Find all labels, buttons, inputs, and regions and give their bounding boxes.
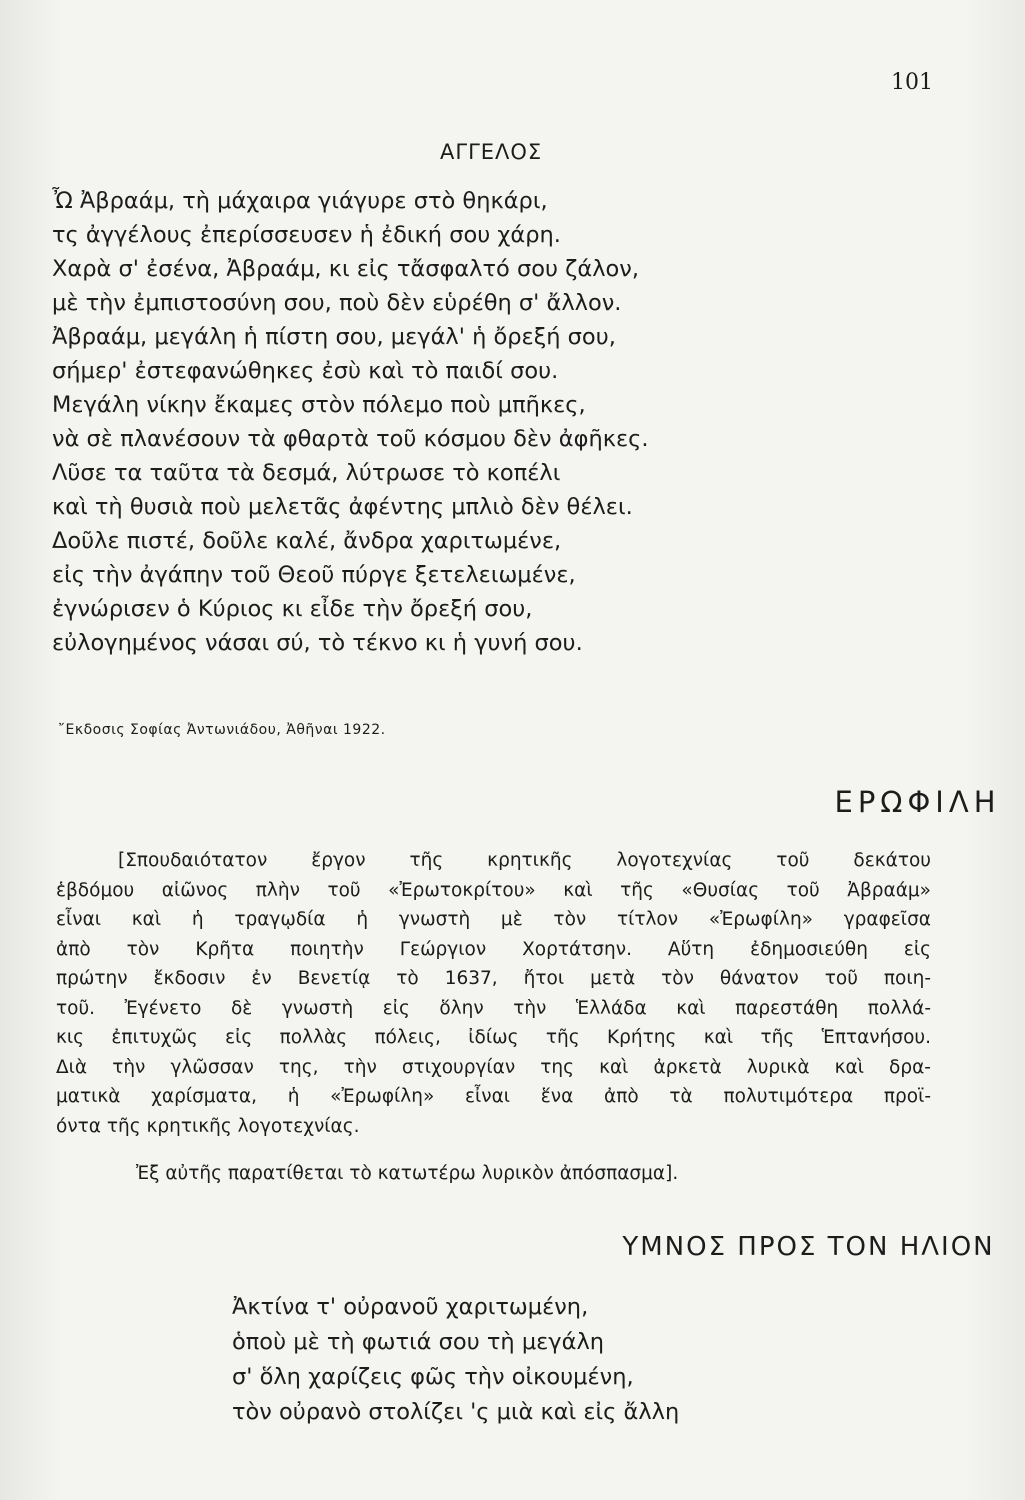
verse-line: νὰ σὲ πλανέσουν τὰ φθαρτὰ τοῦ κόσμου δὲν ἀφῆκες. bbox=[52, 426, 649, 452]
verse-line: τς ἀγγέλους ἐπερίσσευσεν ἡ ἐδική σου χάρη. bbox=[52, 222, 561, 248]
verse-line: Ὦ Ἀβραάμ, τὴ μάχαιρα γιάγυρε στὸ θηκάρι, bbox=[52, 188, 548, 214]
intro-line: [Σπουδαιότατον ἔργον τῆς κρητικῆς λογοτεχνίας τοῦ δεκάτου bbox=[118, 850, 931, 871]
page-number: 101 bbox=[891, 70, 933, 95]
hymn-line: σ' ὅλη χαρίζεις φῶς τὴν οἰκουμένη, bbox=[232, 1364, 634, 1390]
verse-line: Χαρὰ σ' ἐσένα, Ἀβραάμ, κι εἰς τἄσφαλτό σου ζάλον, bbox=[52, 256, 640, 282]
verse-line: καὶ τὴ θυσιὰ ποὺ μελετᾶς ἀφέντης μπλιὸ δὲν θέλει. bbox=[52, 494, 633, 520]
excerpt-note: Ἐξ αὐτῆς παρατίθεται τὸ κατωτέρω λυρικὸν ἀπόσπασμα]. bbox=[136, 1163, 679, 1184]
verse-line: εὐλογημένος νάσαι σύ, τὸ τέκνο κι ἡ γυνή σου. bbox=[52, 630, 583, 656]
edition-note: ῎Εκδοσις Σοφίας Ἀντωνιάδου, Ἀθῆναι 1922. bbox=[58, 722, 386, 738]
intro-line: τοῦ. Ἐγένετο δὲ γνωστὴ εἰς ὅλην τὴν Ἑλλάδα καὶ παρεστάθη πολλά- bbox=[56, 997, 931, 1019]
verse-line: Δοῦλε πιστέ, δοῦλε καλέ, ἄνδρα χαριτωμένε, bbox=[52, 528, 562, 554]
hymn-line: τὸν οὐρανὸ στολίζει 'ς μιὰ καὶ εἰς ἄλλη bbox=[232, 1399, 680, 1425]
verse-line: σήμερ' ἐστεφανώθηκες ἐσὺ καὶ τὸ παιδί σου. bbox=[52, 358, 559, 384]
intro-line: ἀπὸ τὸν Κρῆτα ποιητὴν Γεώργιον Χορτάτσην. Αὕτη ἐδημοσιεύθη εἰς bbox=[56, 938, 931, 960]
angelos-heading: ΑΓΓΕΛΟΣ bbox=[440, 140, 543, 164]
verse-line: Λῦσε τα ταῦτα τὰ δεσμά, λύτρωσε τὸ κοπέλι bbox=[52, 460, 561, 486]
verse-line: Μεγάλη νίκην ἔκαμες στὸν πόλεμο ποὺ μπῆκες, bbox=[52, 392, 586, 418]
intro-line: ματικὰ χαρίσματα, ἡ «Ἐρωφίλη» εἶναι ἕνα ἀπὸ τὰ πολυτιμότερα προϊ- bbox=[56, 1086, 931, 1107]
verse-line: μὲ τὴν ἐμπιστοσύνη σου, ποὺ δὲν εὑρέθη σ' ἄλλον. bbox=[52, 290, 622, 316]
intro-line: ἑβδόμου αἰῶνος πλὴν τοῦ «Ἐρωτοκρίτου» καὶ τῆς «Θυσίας τοῦ Ἀβραάμ» bbox=[56, 879, 931, 901]
hymn-line: Ἀκτίνα τ' οὐρανοῦ χαριτωμένη, bbox=[232, 1294, 589, 1320]
verse-line: εἰς τὴν ἀγάπην τοῦ Θεοῦ πύργε ξετελειωμένε, bbox=[52, 562, 576, 588]
verse-line: Ἀβραάμ, μεγάλη ἡ πίστη σου, μεγάλ' ἡ ὄρεξή σου, bbox=[52, 324, 616, 350]
angelos-verse bbox=[52, 184, 648, 660]
verse-line: ἐγνώρισεν ὁ Κύριος κι εἶδε τὴν ὄρεξή σου, bbox=[52, 596, 533, 622]
erofili-intro-paragraph bbox=[56, 846, 931, 1141]
hymn-verse bbox=[232, 1290, 679, 1430]
intro-line: εἶναι καὶ ἡ τραγῳδία ἡ γνωστὴ μὲ τὸν τίτλον «Ἐρωφίλη» γραφεῖσα bbox=[56, 909, 931, 930]
intro-line: κις ἐπιτυχῶς εἰς πολλὰς πόλεις, ἰδίως τῆς Κρήτης καὶ τῆς Ἑπτανήσου. bbox=[56, 1027, 931, 1048]
intro-line: πρώτην ἔκδοσιν ἐν Βενετίᾳ τὸ 1637, ἤτοι μετὰ τὸν θάνατον τοῦ ποιη- bbox=[56, 968, 931, 989]
hymn-heading: ΥΜΝΟΣ ΠΡΟΣ ΤΟΝ ΗΛΙΟΝ bbox=[622, 1232, 995, 1262]
intro-line: όντα τῆς κρητικῆς λογοτεχνίας. bbox=[56, 1115, 360, 1137]
erofili-heading: ΕΡΩΦΙΛΗ bbox=[834, 785, 1001, 819]
intro-line: Διὰ τὴν γλῶσσαν της, τὴν στιχουργίαν της καὶ ἀρκετὰ λυρικὰ καὶ δρα- bbox=[56, 1056, 931, 1078]
hymn-line: ὁποὺ μὲ τὴ φωτιά σου τὴ μεγάλη bbox=[232, 1329, 605, 1355]
